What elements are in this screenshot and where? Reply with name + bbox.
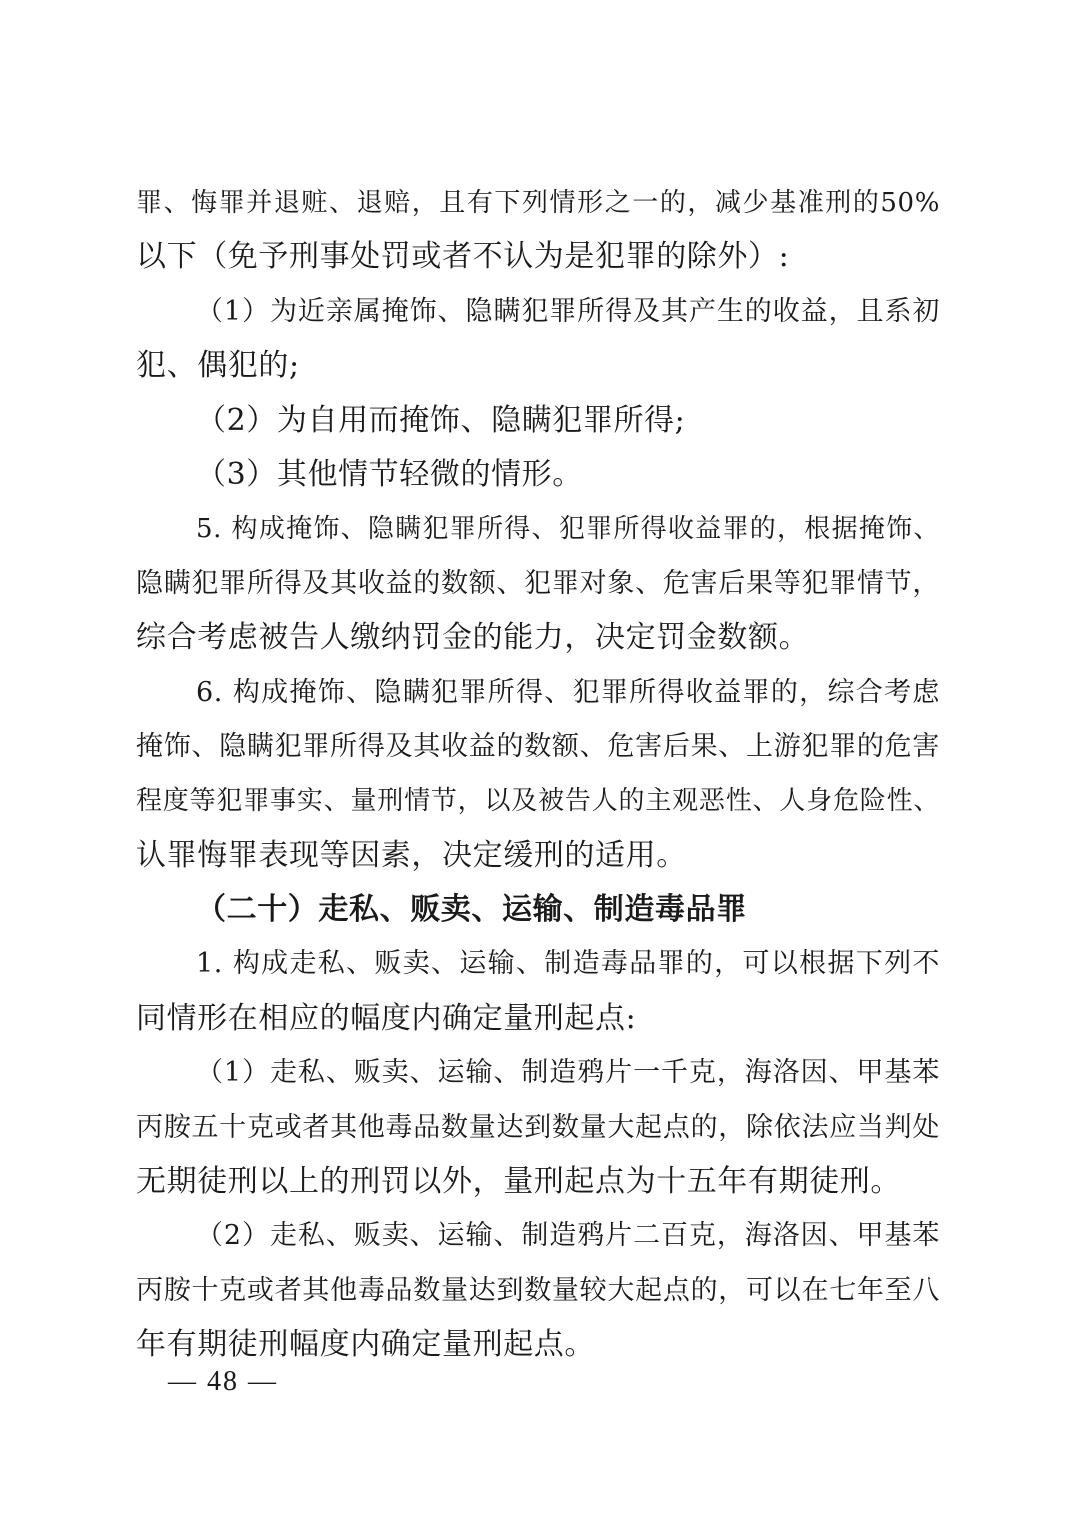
body-text	[136, 176, 940, 1373]
text-line: （2）为自用而掩饰、隐瞒犯罪所得;	[196, 402, 686, 438]
text-line: 丙胺五十克或者其他毒品数量达到数量大起点的，除依法应当判处	[136, 1111, 940, 1143]
text-line: 以下（免予刑事处罚或者不认为是犯罪的除外）:	[136, 239, 790, 275]
text-line: 罪、悔罪并退赃、退赔，且有下列情形之一的，减少基准刑的50%	[136, 188, 940, 218]
text-line: 程度等犯罪事实、量刑情节，以及被告人的主观恶性、人身危险性、	[136, 786, 940, 817]
text-line: 1. 构成走私、贩卖、运输、制造毒品罪的，可以根据下列不	[196, 948, 940, 980]
text-line: 同情形在相应的幅度内确定量刑起点:	[136, 1000, 637, 1036]
text-line: 5. 构成掩饰、隐瞒犯罪所得、犯罪所得收益罪的，根据掩饰、	[196, 514, 940, 545]
text-line: （1）为近亲属掩饰、隐瞒犯罪所得及其产生的收益，且系初	[196, 295, 940, 327]
section-heading: （二十）走私、贩卖、运输、制造毒品罪	[196, 892, 747, 928]
text-line: 隐瞒犯罪所得及其收益的数额、犯罪对象、危害后果等犯罪情节，	[136, 567, 940, 599]
text-line: 6. 构成掩饰、隐瞒犯罪所得、犯罪所得收益罪的，综合考虑	[196, 676, 940, 708]
text-line: 无期徒刑以上的刑罚以外，量刑起点为十五年有期徒刑。	[136, 1164, 901, 1200]
text-line: 丙胺十克或者其他毒品数量达到数量较大起点的，可以在七年至八	[136, 1274, 940, 1306]
text-line: （2）走私、贩卖、运输、制造鸦片二百克，海洛因、甲基苯	[196, 1220, 940, 1252]
text-line: 认罪悔罪表现等因素，决定缓刑的适用。	[136, 837, 687, 873]
text-line: 犯、偶犯的;	[136, 348, 300, 384]
text-line: 综合考虑被告人缴纳罚金的能力，决定罚金数额。	[136, 620, 810, 656]
text-line: （3）其他情节轻微的情形。	[196, 456, 583, 492]
text-line: 年有期徒刑幅度内确定量刑起点。	[136, 1327, 595, 1363]
text-line: 掩饰、隐瞒犯罪所得及其收益的数额、危害后果、上游犯罪的危害	[136, 730, 940, 762]
text-line: （1）走私、贩卖、运输、制造鸦片一千克，海洛因、甲基苯	[196, 1057, 940, 1089]
page-number: — 48 —	[168, 1366, 278, 1397]
